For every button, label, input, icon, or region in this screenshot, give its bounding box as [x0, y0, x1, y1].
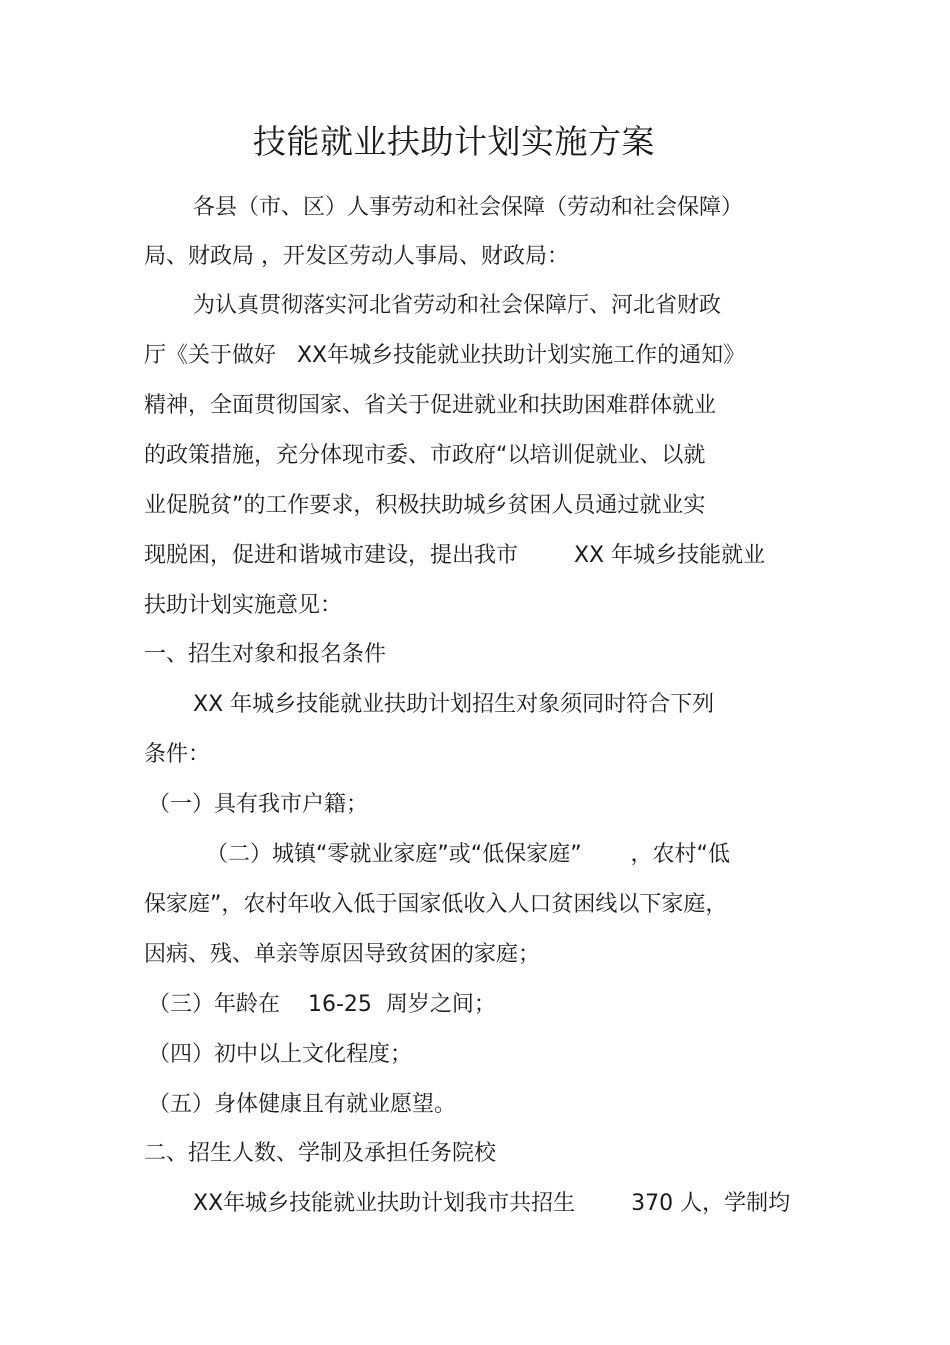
paragraph-line: XX年城乡技能就业扶助计划我市共招生 370 人，学制均 — [193, 1191, 791, 1216]
section-heading: 一、招生对象和报名条件 — [144, 642, 387, 667]
list-item: （三）年龄在 16-25 周岁之间； — [148, 992, 496, 1017]
paragraph-line: 因病、残、单亲等原因导致贫困的家庭； — [144, 942, 541, 967]
paragraph-line: 局、财政局 ，开发区劳动人事局、财政局： — [144, 244, 569, 269]
paragraph-line: XX 年城乡技能就业扶助计划招生对象须同时符合下列 — [193, 692, 715, 717]
list-item: （五）身体健康且有就业愿望。 — [148, 1092, 457, 1117]
paragraph-line: 条件： — [144, 742, 211, 767]
list-item: （二）城镇“零就业家庭”或“低保家庭” ，农村“低 — [206, 842, 730, 867]
paragraph-line: 扶助计划实施意见： — [144, 593, 343, 618]
list-item: （一）具有我市户籍； — [148, 792, 369, 817]
section-heading: 二、招生人数、学制及承担任务院校 — [144, 1141, 497, 1166]
list-item: （四）初中以上文化程度； — [148, 1042, 413, 1067]
paragraph-line: 的政策措施，充分体现市委、市政府“以培训促就业、以就 — [144, 443, 706, 468]
paragraph-line: 现脱困，促进和谐城市建设，提出我市 XX 年城乡技能就业 — [144, 543, 766, 568]
paragraph-line: 为认真贯彻落实河北省劳动和社会保障厅、河北省财政 — [193, 293, 722, 318]
paragraph-line: 各县（市、区）人事劳动和社会保障（劳动和社会保障） — [193, 195, 744, 220]
paragraph-line: 厅《关于做好 XX年城乡技能就业扶助计划实施工作的通知》 — [144, 343, 746, 368]
paragraph-line: 精神，全面贯彻国家、省关于促进就业和扶助困难群体就业 — [144, 393, 717, 418]
paragraph-line: 保家庭”，农村年收入低于国家低收入人口贫困线以下家庭， — [144, 892, 728, 917]
paragraph-line: 业促脱贫”的工作要求，积极扶助城乡贫困人员通过就业实 — [144, 493, 706, 518]
document-title: 技能就业扶助计划实施方案 — [253, 122, 655, 161]
